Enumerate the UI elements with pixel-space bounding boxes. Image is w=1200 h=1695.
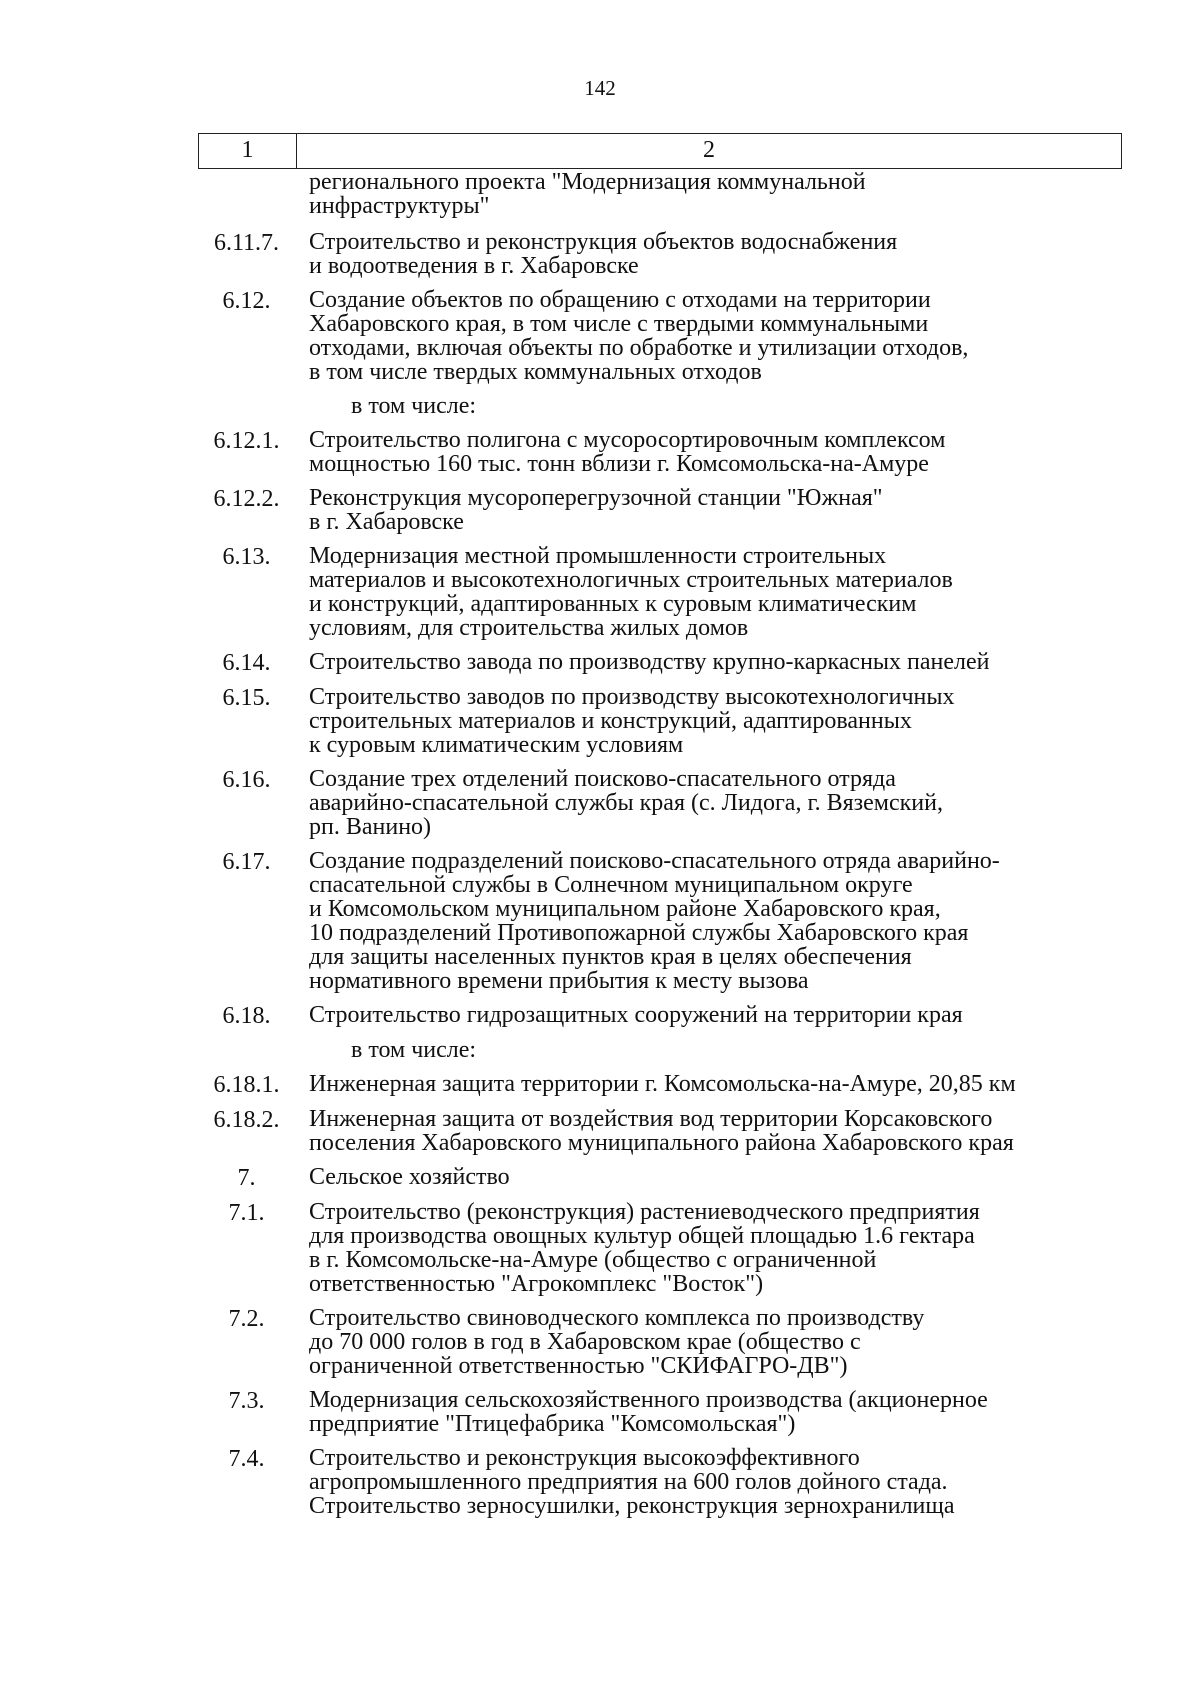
row-number: 6.14. [222,650,271,676]
row-number: 6.12.1. [213,428,280,454]
table-row [198,1200,1138,1296]
row-number: 7.4. [228,1446,265,1472]
row-text: Строительство свиноводческого комплекса по производству до 70 000 голов в год в Хабаровском крае (общество с ограниченной ответственностью "СКИФАГРО-ДВ") [309,1305,925,1379]
table-row [198,1107,1138,1155]
table-row [198,1388,1138,1436]
row-number: 7. [237,1165,256,1191]
table-row-subheading [198,394,1138,418]
table-row [198,1003,1138,1028]
table-row [198,1072,1138,1097]
row-number: 6.17. [222,849,271,875]
row-number [198,170,295,218]
table-row [198,428,1138,476]
table-row [198,767,1138,839]
row-number: 6.18.2. [213,1107,280,1133]
row-number [198,394,295,418]
table-row [198,170,1138,218]
table-row [198,1165,1138,1190]
row-number: 6.11.7. [213,230,280,256]
row-text: Инженерная защита от воздействия вод территории Корсаковского поселения Хабаровского муниципального района Хабаровского края [309,1106,1014,1156]
row-text: регионального проекта "Модернизация коммунальной инфраструктуры" [309,169,866,219]
row-number: 7.1. [228,1200,265,1226]
row-text: Создание подразделений поисково-спасательного отряда аварийно- спасательной службы в Солнечном муниципальном округе и Комсомольском муниципальном районе Хабаровского края, 10 подразделений Противопожарной службы Хабаровского края для защиты населенных пунктов края в целях обеспечения нормативного времени прибытия к месту вызова [309,848,1000,994]
row-number [198,1038,295,1062]
row-number: 7.2. [228,1306,265,1332]
row-number: 6.13. [222,544,271,570]
row-text: Сельское хозяйство [309,1164,510,1190]
row-number: 6.18.1. [213,1072,280,1098]
row-text: Строительство завода по производству крупно-каркасных панелей [309,649,990,675]
row-text: Строительство гидрозащитных сооружений на территории края [309,1002,963,1028]
table-row [198,1306,1138,1378]
row-text: Строительство и реконструкция объектов водоснабжения и водоотведения в г. Хабаровске [309,229,898,279]
header-col-2: 2 [703,137,715,163]
row-number: 6.16. [222,767,271,793]
table-row-subheading [198,1038,1138,1062]
row-text: Реконструкция мусороперегрузочной станции "Южная" в г. Хабаровске [309,485,883,535]
row-text: Создание трех отделений поисково-спасательного отряда аварийно-спасательной службы края (с. Лидога, г. Вяземский, рп. Ванино) [309,766,943,840]
row-text: в том числе: [351,1037,477,1063]
table-row [198,849,1138,993]
row-number: 6.18. [222,1003,271,1029]
table-row [198,230,1138,278]
table-row [198,486,1138,534]
row-text: Строительство полигона с мусоросортировочным комплексом мощностью 160 тыс. тонн вблизи г. Комсомольска-на-Амуре [309,427,946,477]
row-number: 6.12. [222,288,271,314]
table-row [198,544,1138,640]
table-row [198,685,1138,757]
row-number: 6.12.2. [213,486,280,512]
table-header [198,133,1122,169]
table-body [198,170,1138,1528]
row-text: Строительство (реконструкция) растениеводческого предприятия для производства овощных культур общей площадью 1.6 гектара в г. Комсомольске-на-Амуре (общество с ограниченной ответственностью "Агрокомплекс "Восток") [309,1199,980,1297]
row-text: Инженерная защита территории г. Комсомольска-на-Амуре, 20,85 км [309,1071,1016,1097]
row-text: Строительство заводов по производству высокотехнологичных строительных материалов и конструкций, адаптированных к суровым климатическим условиям [309,684,955,758]
header-col-1: 1 [199,134,297,168]
row-text: Модернизация сельскохозяйственного производства (акционерное предприятие "Птицефабрика "Комсомольская") [309,1387,988,1437]
row-text: в том числе: [351,393,477,419]
row-text: Модернизация местной промышленности строительных материалов и высокотехнологичных строительных материалов и конструкций, адаптированных к суровым климатическим условиям, для строительства жилых домов [309,543,953,641]
row-text: Создание объектов по обращению с отходами на территории Хабаровского края, в том числе с твердыми коммунальными отходами, включая объекты по обработке и утилизации отходов, в том числе твердых коммунальных отходов [309,287,969,385]
table-row [198,288,1138,384]
table-row [198,1446,1138,1518]
row-number: 7.3. [228,1388,265,1414]
table-row [198,650,1138,675]
row-number: 6.15. [222,685,271,711]
row-text: Строительство и реконструкция высокоэффективного агропромышленного предприятия на 600 голов дойного стада. Строительство зерносушилки, реконструкция зернохранилища [309,1445,955,1519]
page-number: 142 [584,76,616,100]
